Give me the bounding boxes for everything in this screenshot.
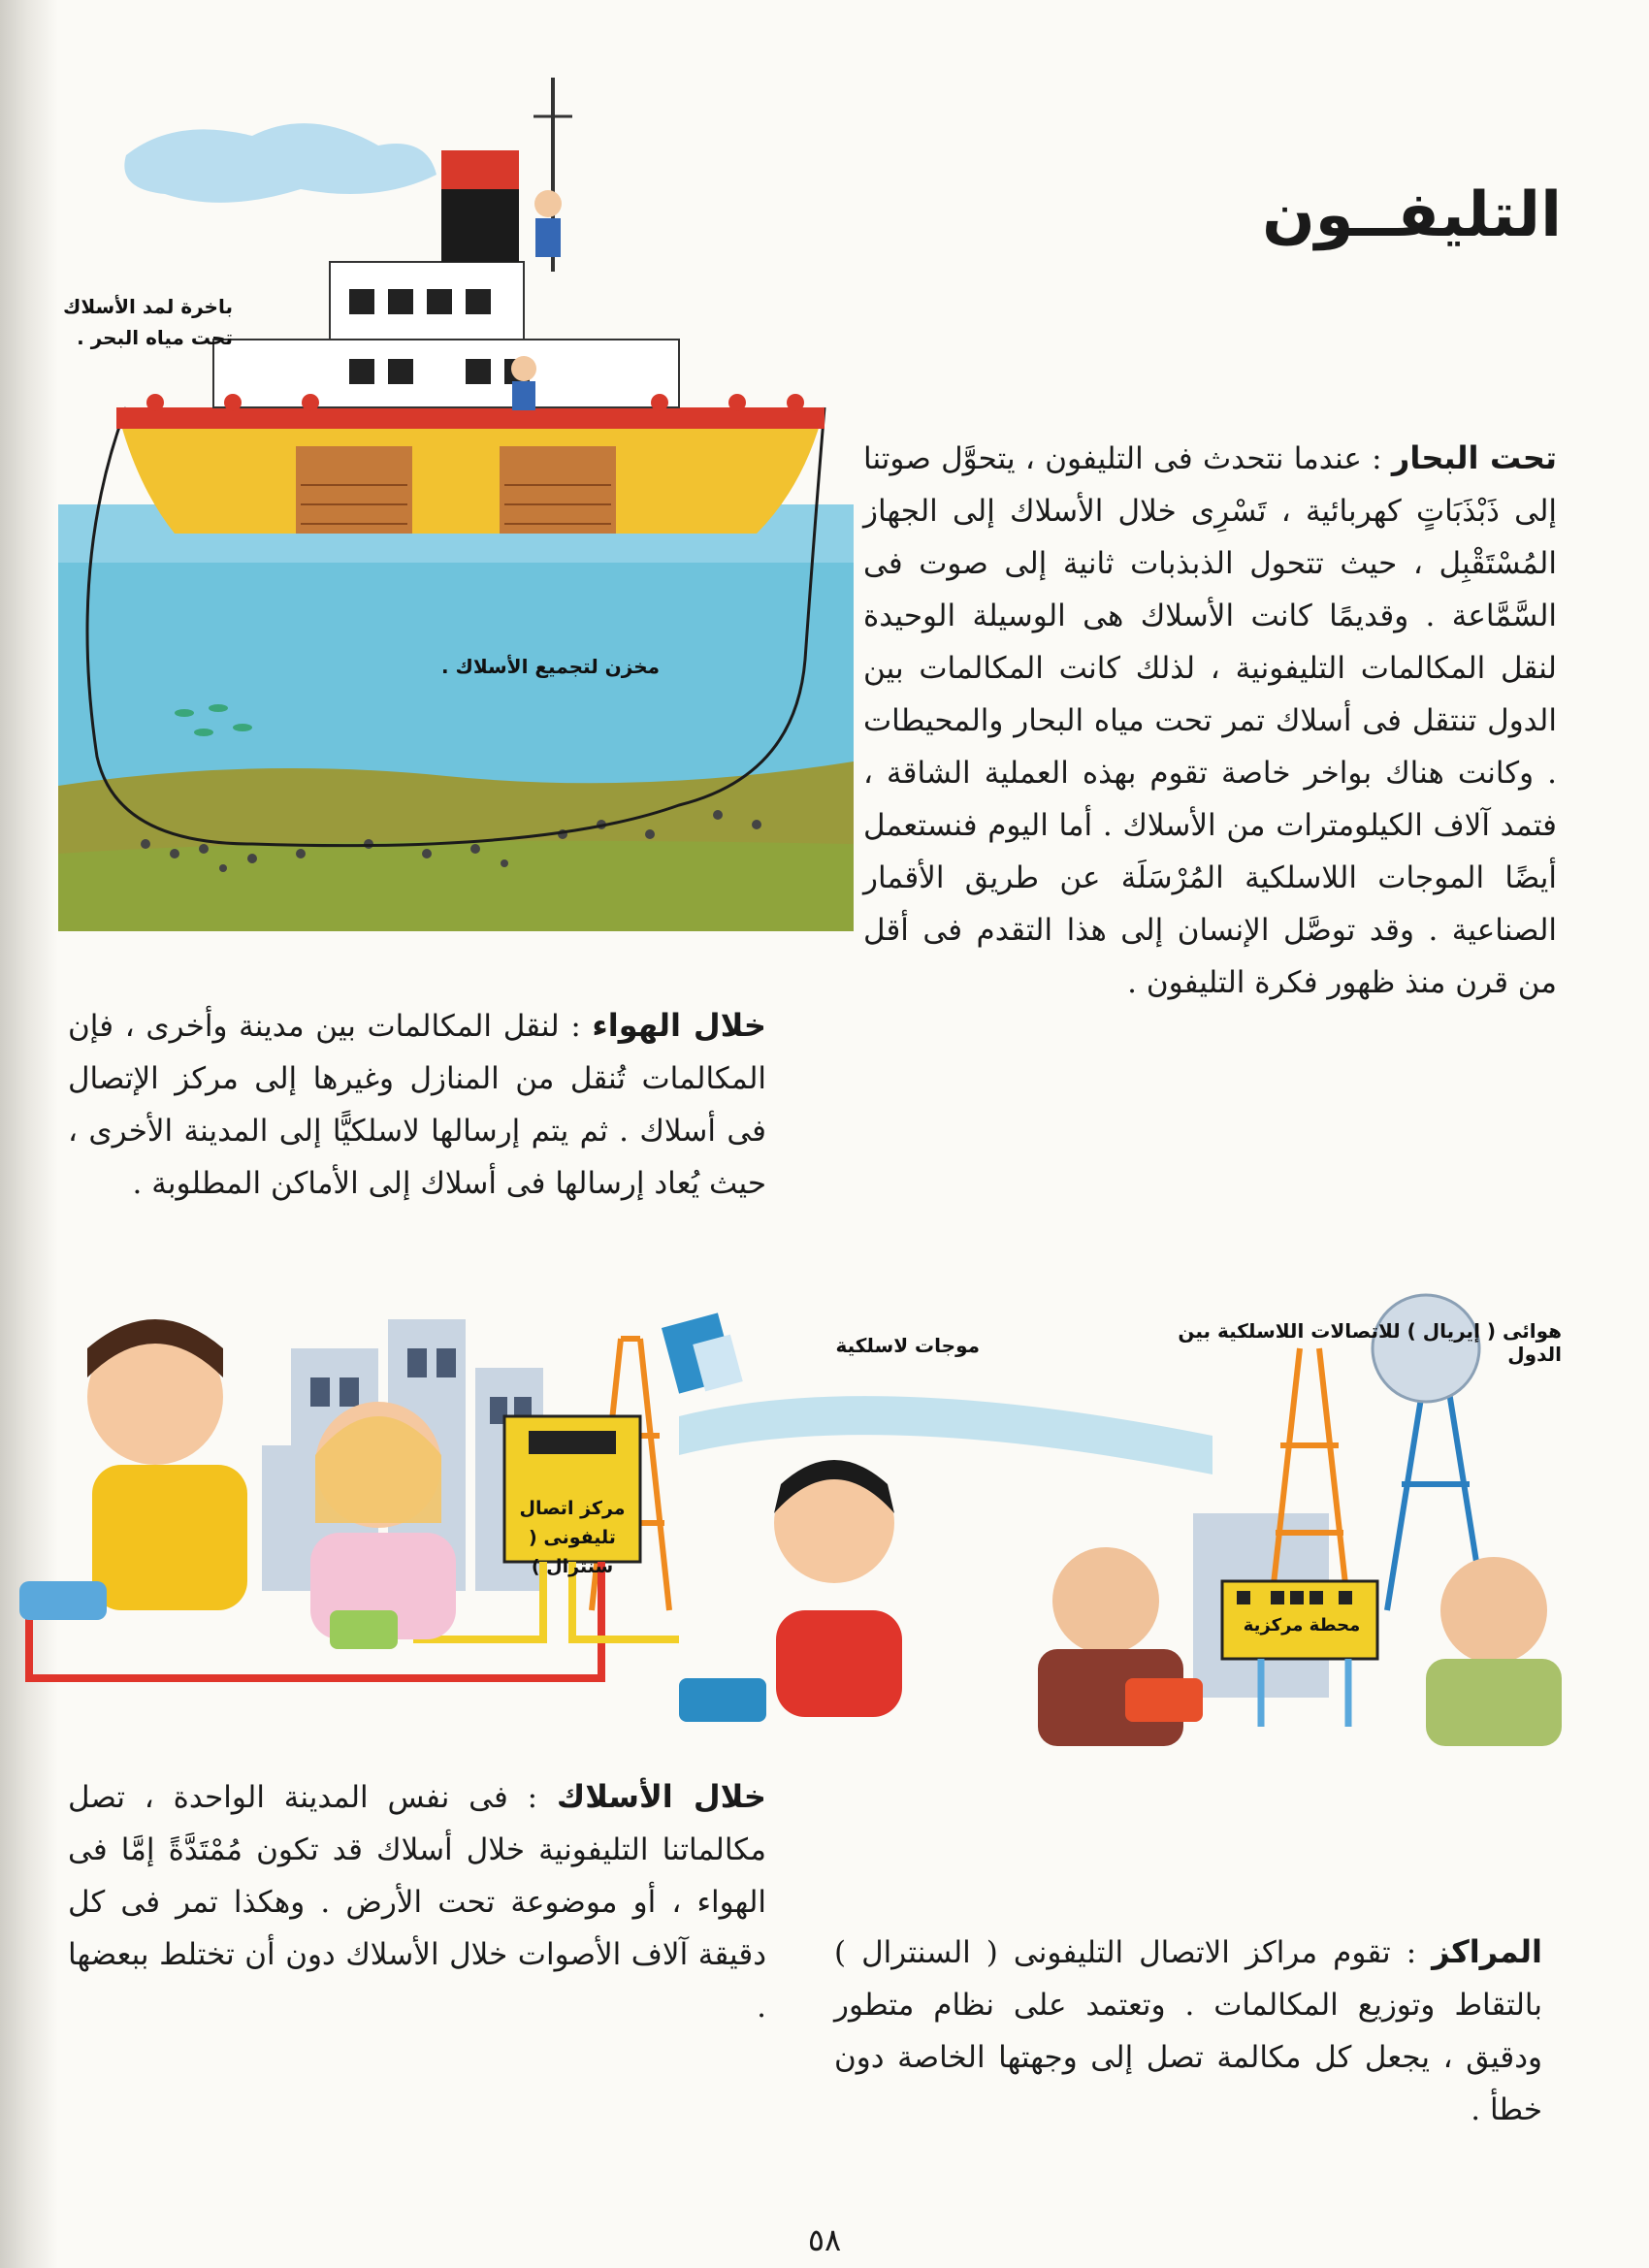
section-heading-under-sea: تحت البحار bbox=[1391, 439, 1557, 476]
sailor-deck bbox=[511, 356, 536, 381]
section-under-sea bbox=[863, 432, 1557, 1009]
man-right-head bbox=[1440, 1557, 1547, 1664]
boy-sweater bbox=[92, 1465, 247, 1610]
caption-ship-line2: تحت مياه البحر . bbox=[77, 326, 233, 349]
section-body-under-sea: : عندما نتحدث فى التليفون ، يتحوَّل صوتنا إلى ذَبْذَبَاتٍ كهربائية ، تَسْرِى خلال الأسلاك إلى الجهاز المُسْتَقْبِل ، حيث تتحول الذبذبات ثانية إلى صوت فى السَّمَّاعة . وقديمًا كانت الأسلاك هى الوسيلة الوحيدة لنقل المكالمات التليفونية ، لذلك كانت المكالمات بين الدول تنتقل فى أسلاك تمر تحت مياه البحار والمحيطات . وكانت هناك بواخر خاصة تقوم بهذه العملية الشاقة ، فتمد آلاف الكيلومترات من الأسلاك . أما اليوم فنستعمل أيضًا الموجات اللاسلكية المُرْسَلَة عن طريق الأقمار الصناعية . وقد توصَّل الإنسان إلى هذا التقدم فى أقل من قرن منذ ظهور فكرة التليفون . bbox=[863, 441, 1557, 1000]
man-left-head bbox=[1052, 1547, 1159, 1654]
caption-exchange-line2: تليفونى ( سنترال ) bbox=[529, 1527, 616, 1577]
telephone-left bbox=[19, 1581, 107, 1620]
section-centers bbox=[834, 1926, 1542, 2136]
page-title: التليفــون bbox=[1262, 179, 1562, 251]
caption-station: محطة مركزية bbox=[1243, 1615, 1361, 1636]
caption-storage: مخزن لتجميع الأسلاك . bbox=[440, 655, 660, 678]
section-heading-through-wires: خلال الأسلاك bbox=[556, 1778, 766, 1815]
ship-deck bbox=[213, 340, 679, 407]
telephone-middle bbox=[330, 1610, 398, 1649]
page-number: ٥٨ bbox=[807, 2221, 842, 2258]
man-right-suit bbox=[1426, 1659, 1562, 1746]
section-through-air bbox=[68, 999, 766, 1210]
caption-antenna: هوائى ( إيريال ) للاتصالات اللاسلكية بين الدول bbox=[1178, 1319, 1562, 1366]
sailor-top bbox=[534, 190, 562, 217]
ship-illustration bbox=[58, 78, 854, 931]
cable-storage-right bbox=[500, 446, 616, 534]
section-heading-centers: المراكز bbox=[1432, 1933, 1542, 1970]
book-spine-shadow bbox=[0, 0, 58, 2268]
telephone-right bbox=[679, 1678, 766, 1722]
cloud bbox=[124, 123, 436, 203]
girl-right-dress bbox=[776, 1610, 902, 1717]
section-heading-through-air: خلال الهواء bbox=[592, 1007, 766, 1044]
telephone-orange bbox=[1125, 1678, 1203, 1722]
radio-waves bbox=[679, 1396, 1212, 1474]
caption-ship bbox=[58, 291, 233, 353]
caption-exchange-line1: مركز اتصال bbox=[519, 1498, 626, 1519]
cable-storage-left bbox=[296, 446, 412, 534]
caption-exchange bbox=[500, 1494, 645, 1581]
section-through-wires bbox=[68, 1770, 766, 2033]
section-body-centers: : تقوم مراكز الاتصال التليفونى ( السنترال ) بالتقاط وتوزيع المكالمات . وتعتمد على نظام متطور ودقيق ، يجعل كل مكالمة تصل إلى وجهتها الخاصة دون خطأ . bbox=[834, 1935, 1542, 2127]
caption-waves: موجات لاسلكية bbox=[835, 1334, 980, 1357]
section-body-through-air: : لنقل المكالمات بين مدينة وأخرى ، فإن المكالمات تُنقل من المنازل وغيرها إلى مركز الإتصال فى أسلاك . ثم يتم إرسالها لاسلكيًّا إلى المدينة الأخرى ، حيث يُعاد إرسالها فى أسلاك إلى الأماكن المطلوبة . bbox=[68, 1009, 766, 1201]
section-body-through-wires: : فى نفس المدينة الواحدة ، تصل مكالماتنا التليفونية خلال أسلاك قد تكون مُمْتَدَّةً إمَّا فى الهواء ، أو موضوعة تحت الأرض . وهكذا تمر فى كل دقيقة آلاف الأصوات خلال الأسلاك دون أن تختلط ببعضها . bbox=[68, 1780, 767, 2025]
caption-ship-line1: باخرة لمد الأسلاك bbox=[62, 295, 233, 318]
